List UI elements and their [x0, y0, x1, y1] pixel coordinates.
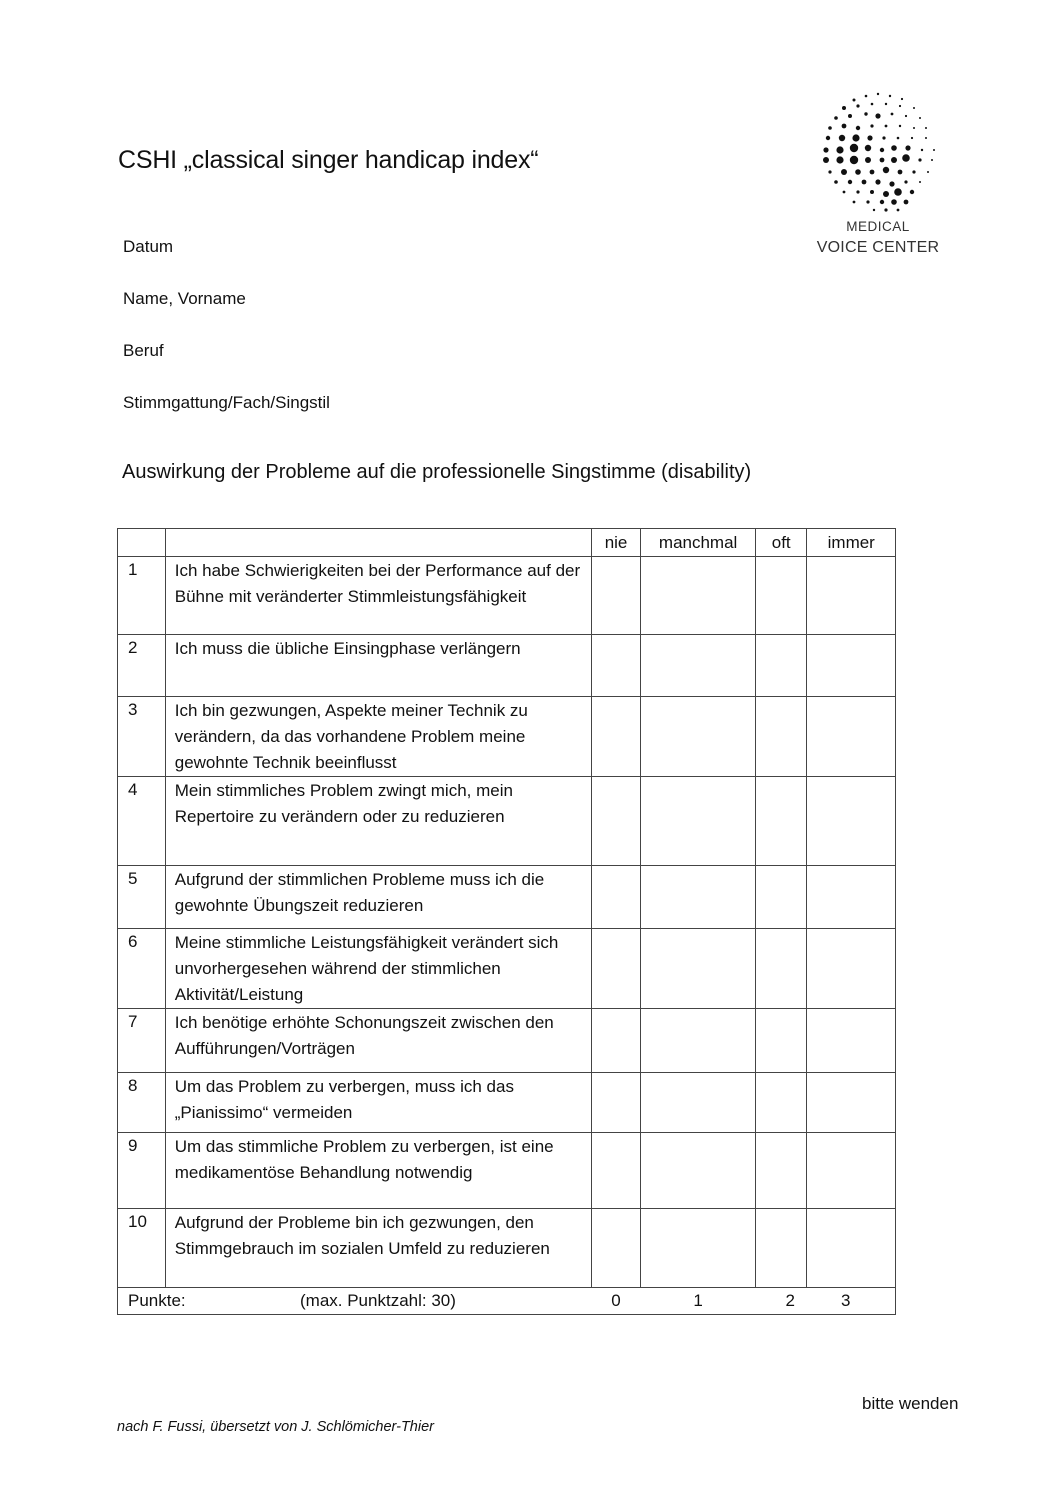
table-row	[118, 1209, 896, 1288]
table-header-row	[118, 529, 896, 557]
answer-manchmal[interactable]	[641, 1009, 756, 1073]
answer-immer[interactable]	[807, 1073, 896, 1133]
field-stimmgattung: Stimmgattung/Fach/Singstil	[123, 393, 330, 412]
field-datum: Datum	[123, 237, 174, 256]
answer-oft[interactable]	[755, 777, 807, 866]
answer-manchmal[interactable]	[641, 1073, 756, 1133]
header-text	[165, 529, 591, 557]
page-title: CSHI „classical singer handicap index“	[118, 146, 539, 174]
row-number: 7	[118, 1009, 166, 1073]
answer-nie[interactable]	[591, 866, 641, 929]
answer-manchmal[interactable]	[641, 1133, 756, 1209]
row-number: 1	[118, 557, 166, 635]
answer-nie[interactable]	[591, 1073, 641, 1133]
answer-manchmal[interactable]	[641, 557, 756, 635]
row-question: Um das stimmliche Problem zu verbergen, ist eine medikamentöse Behandlung notwendig	[165, 1133, 591, 1209]
answer-nie[interactable]	[591, 1133, 641, 1209]
score-nie: 0	[591, 1288, 641, 1315]
answer-oft[interactable]	[755, 929, 807, 1009]
attribution-note: nach F. Fussi, übersetzt von J. Schlömicher-Thier	[117, 1419, 434, 1435]
field-name: Name, Vorname	[123, 289, 246, 308]
answer-immer[interactable]	[807, 1209, 896, 1288]
score-manchmal: 1	[641, 1288, 756, 1315]
row-question: Ich bin gezwungen, Aspekte meiner Technik zu verändern, da das vorhandene Problem meine gewohnte Technik beeinflusst	[165, 697, 591, 777]
row-question: Meine stimmliche Leistungsfähigkeit verändert sich unvorhergesehen während der stimmlichen Aktivität/Leistung	[165, 929, 591, 1009]
score-oft: 2	[755, 1288, 807, 1315]
answer-immer[interactable]	[807, 866, 896, 929]
score-label: Punkte:	[128, 1291, 186, 1310]
answer-oft[interactable]	[755, 635, 807, 697]
table-row	[118, 557, 896, 635]
table-row	[118, 929, 896, 1009]
table-row	[118, 1073, 896, 1133]
row-question: Ich benötige erhöhte Schonungszeit zwischen den Aufführungen/Vorträgen	[165, 1009, 591, 1073]
answer-immer[interactable]	[807, 557, 896, 635]
answer-oft[interactable]	[755, 1073, 807, 1133]
row-number: 2	[118, 635, 166, 697]
table-row	[118, 866, 896, 929]
answer-nie[interactable]	[591, 1209, 641, 1288]
answer-manchmal[interactable]	[641, 697, 756, 777]
questionnaire-table	[117, 528, 896, 1315]
header-manchmal: manchmal	[641, 529, 756, 557]
field-beruf: Beruf	[123, 341, 164, 360]
row-question: Mein stimmliches Problem zwingt mich, mein Repertoire zu verändern oder zu reduzieren	[165, 777, 591, 866]
logo-line-1: MEDICAL	[846, 219, 910, 234]
answer-manchmal[interactable]	[641, 929, 756, 1009]
answer-immer[interactable]	[807, 777, 896, 866]
row-question: Aufgrund der Probleme bin ich gezwungen, den Stimmgebrauch im sozialen Umfeld zu reduzieren	[165, 1209, 591, 1288]
answer-oft[interactable]	[755, 557, 807, 635]
row-number: 4	[118, 777, 166, 866]
answer-manchmal[interactable]	[641, 1209, 756, 1288]
answer-oft[interactable]	[755, 1133, 807, 1209]
row-number: 10	[118, 1209, 166, 1288]
row-question: Ich habe Schwierigkeiten bei der Performance auf der Bühne mit veränderter Stimmleistungsfähigkeit	[165, 557, 591, 635]
row-number: 3	[118, 697, 166, 777]
row-number: 8	[118, 1073, 166, 1133]
table-row	[118, 697, 896, 777]
row-question: Ich muss die übliche Einsingphase verlängern	[165, 635, 591, 697]
table-row	[118, 635, 896, 697]
answer-oft[interactable]	[755, 866, 807, 929]
logo-line-2: VOICE CENTER	[816, 239, 940, 256]
row-number: 5	[118, 866, 166, 929]
row-question: Aufgrund der stimmlichen Probleme muss ich die gewohnte Übungszeit reduzieren	[165, 866, 591, 929]
row-number: 9	[118, 1133, 166, 1209]
row-question: Um das Problem zu verbergen, muss ich das „Pianissimo“ vermeiden	[165, 1073, 591, 1133]
answer-nie[interactable]	[591, 557, 641, 635]
answer-oft[interactable]	[755, 1209, 807, 1288]
score-immer: 3	[807, 1288, 896, 1315]
answer-nie[interactable]	[591, 777, 641, 866]
medical-voice-center-logo	[808, 86, 948, 266]
answer-nie[interactable]	[591, 697, 641, 777]
answer-nie[interactable]	[591, 929, 641, 1009]
table-row	[118, 1009, 896, 1073]
answer-immer[interactable]	[807, 1133, 896, 1209]
table-row	[118, 1133, 896, 1209]
answer-immer[interactable]	[807, 635, 896, 697]
answer-oft[interactable]	[755, 697, 807, 777]
answer-nie[interactable]	[591, 635, 641, 697]
score-max: (max. Punktzahl: 30)	[300, 1291, 456, 1310]
turn-page-note: bitte wenden	[862, 1394, 959, 1413]
dotted-sphere-logo-icon	[814, 86, 942, 212]
answer-immer[interactable]	[807, 929, 896, 1009]
answer-manchmal[interactable]	[641, 635, 756, 697]
answer-immer[interactable]	[807, 1009, 896, 1073]
answer-immer[interactable]	[807, 697, 896, 777]
table-row	[118, 777, 896, 866]
score-label-cell	[118, 1288, 592, 1315]
answer-oft[interactable]	[755, 1009, 807, 1073]
answer-manchmal[interactable]	[641, 777, 756, 866]
answer-nie[interactable]	[591, 1009, 641, 1073]
section-title: Auswirkung der Probleme auf die professionelle Singstimme (disability)	[122, 461, 752, 483]
answer-manchmal[interactable]	[641, 866, 756, 929]
score-row	[118, 1288, 896, 1315]
header-nie: nie	[591, 529, 641, 557]
header-num	[118, 529, 166, 557]
header-immer: immer	[807, 529, 896, 557]
header-oft: oft	[755, 529, 807, 557]
row-number: 6	[118, 929, 166, 1009]
